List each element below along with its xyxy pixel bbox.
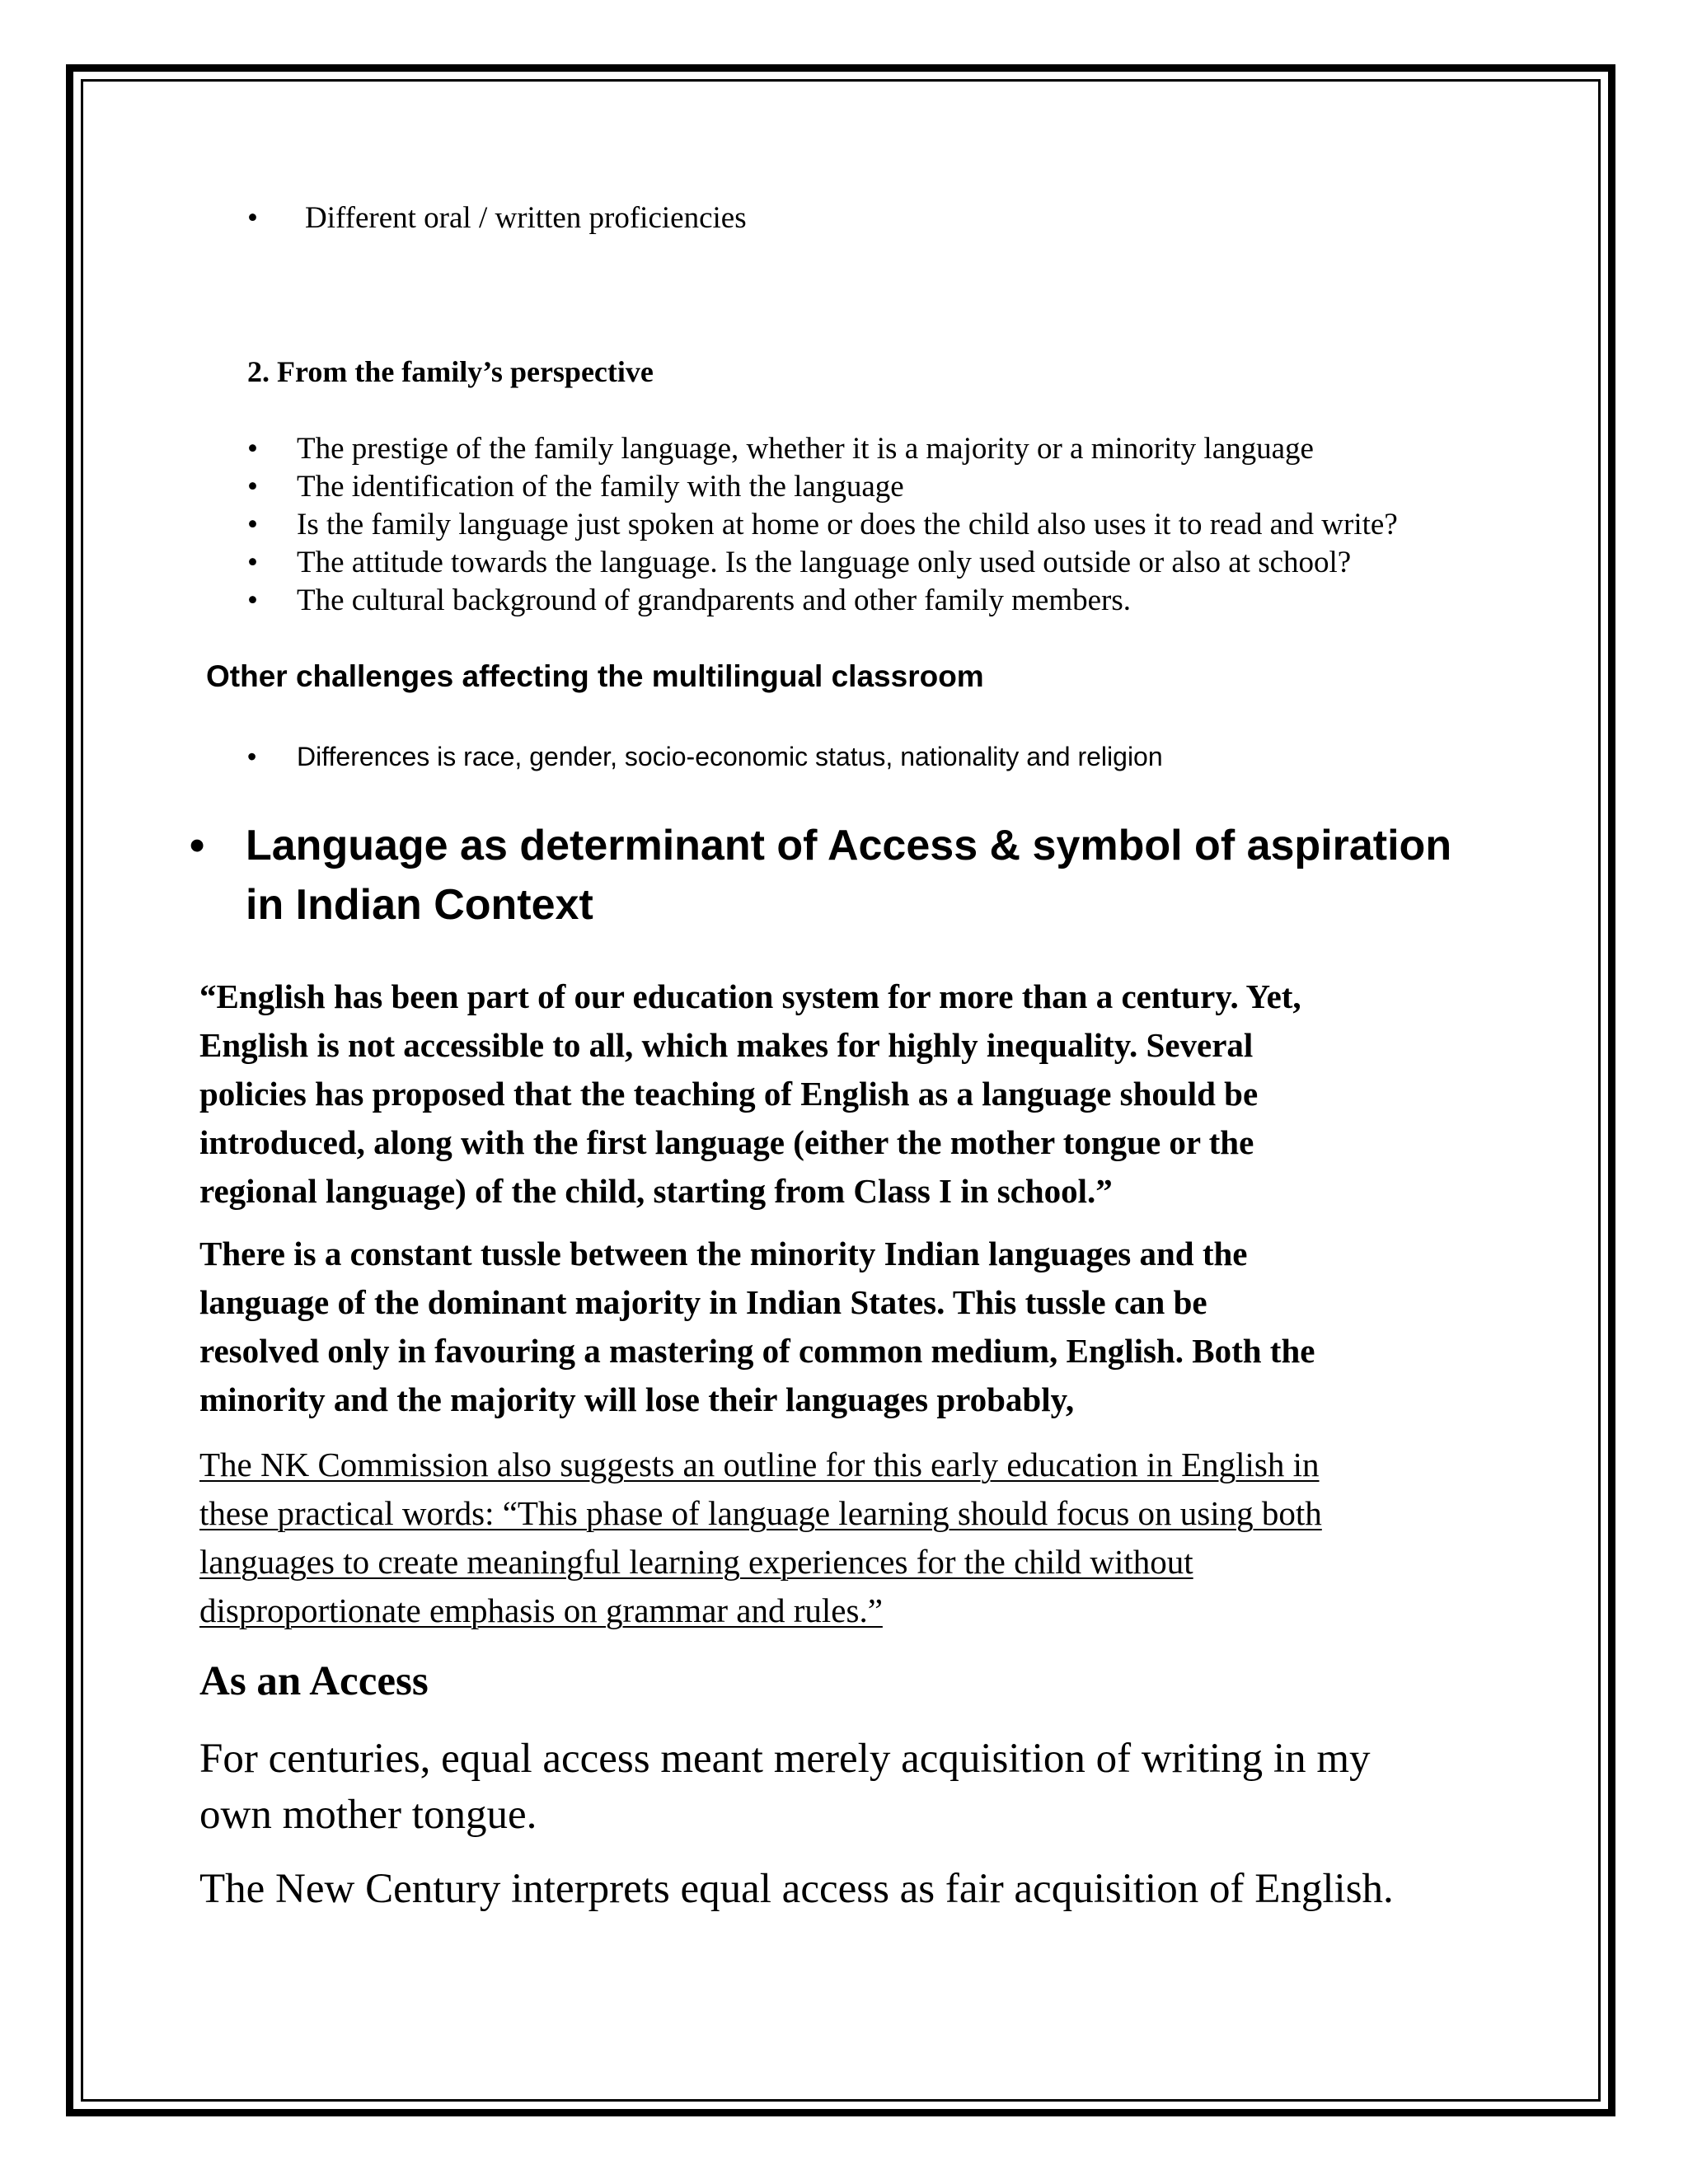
quote-paragraph — [199, 972, 1301, 1216]
list-item-text: Is the family language just spoken at home or does the child also uses it to read and write? — [297, 508, 1398, 541]
list-item — [247, 544, 1351, 582]
list-item — [247, 506, 1398, 544]
access-heading: As an Access — [199, 1658, 429, 1704]
text-line: “English has been part of our education system for more than a century. Yet, — [199, 977, 1301, 1015]
bullet-icon: • — [247, 546, 258, 579]
text-line: introduced, along with the first language (either the mother tongue or the — [199, 1123, 1254, 1161]
list-item — [247, 468, 904, 506]
bullet-icon: • — [247, 432, 258, 466]
text-line: languages to create meaningful learning experiences for the child without — [199, 1543, 1193, 1581]
commission-paragraph — [199, 1441, 1322, 1635]
list-item — [247, 742, 1163, 772]
access-paragraph-2: The New Century interprets equal access as fair acquisition of English. — [199, 1866, 1394, 1912]
access-paragraph — [199, 1731, 1371, 1843]
list-item-text: Differences is race, gender, socio-economic status, nationality and religion — [297, 742, 1163, 771]
list-item-text: The attitude towards the language. Is the language only used outside or also at school? — [297, 546, 1352, 579]
text-line: disproportionate emphasis on grammar and rules.” — [199, 1591, 883, 1629]
list-item — [247, 582, 1131, 620]
text-line: regional language) of the child, starting from Class I in school.” — [199, 1172, 1113, 1210]
main-heading-line: Language as determinant of Access & symbol of aspiration — [246, 822, 1452, 869]
bullet-icon: • — [247, 470, 258, 504]
list-item-text: Different oral / written proficiencies — [305, 201, 747, 235]
list-item-text: The cultural background of grandparents and other family members. — [297, 583, 1132, 617]
bullet-icon: • — [247, 508, 258, 541]
text-line: The NK Commission also suggests an outline for this early education in English in — [199, 1446, 1320, 1483]
text-line: minority and the majority will lose their languages probably, — [199, 1380, 1075, 1418]
text-line: English is not accessible to all, which makes for highly inequality. Several — [199, 1026, 1254, 1064]
section-heading-family: 2. From the family’s perspective — [247, 355, 654, 388]
bullet-icon: • — [247, 583, 258, 617]
list-item — [247, 430, 1314, 468]
main-heading — [190, 816, 1451, 935]
text-line: language of the dominant majority in Indian States. This tussle can be — [199, 1283, 1207, 1321]
bullet-icon: • — [247, 201, 258, 235]
list-item-text: The prestige of the family language, whether it is a majority or a minority language — [297, 432, 1314, 466]
main-heading-line: in Indian Context — [246, 881, 593, 929]
text-line: For centuries, equal access meant merely acquisition of writing in my — [199, 1736, 1371, 1782]
list-item — [247, 199, 747, 237]
section-heading-other-challenges: Other challenges affecting the multilingual classroom — [206, 659, 984, 693]
text-line: own mother tongue. — [199, 1792, 537, 1838]
text-line: these practical words: “This phase of language learning should focus on using both — [199, 1494, 1322, 1532]
text-line: policies has proposed that the teaching of English as a language should be — [199, 1075, 1259, 1113]
text-line: resolved only in favouring a mastering of common medium, English. Both the — [199, 1332, 1315, 1370]
text-line: There is a constant tussle between the minority Indian languages and the — [199, 1235, 1248, 1272]
tussle-paragraph — [199, 1230, 1315, 1424]
bullet-icon: • — [247, 742, 257, 771]
bullet-icon: • — [190, 822, 205, 869]
list-item-text: The identification of the family with the language — [297, 470, 904, 504]
